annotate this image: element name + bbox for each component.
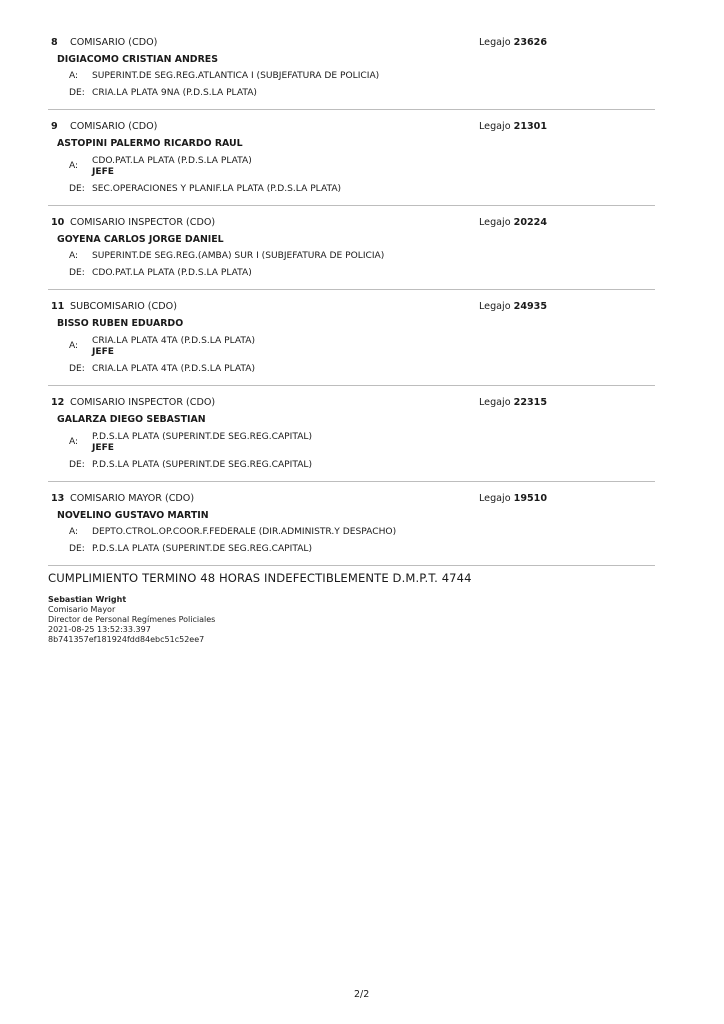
entry-person-name: DIGIACOMO CRISTIAN ANDRES [57, 54, 218, 65]
origin-unit: SEC.OPERACIONES Y PLANIF.LA PLATA (P.D.S.LA PLATA) [92, 184, 342, 194]
origin-unit: CRIA.LA PLATA 9NA (P.D.S.LA PLATA) [92, 88, 257, 98]
entry-number: 12 [51, 397, 65, 408]
origin-unit: CDO.PAT.LA PLATA (P.D.S.LA PLATA) [92, 268, 252, 278]
destination-role: JEFE [92, 166, 115, 177]
destination-unit: P.D.S.LA PLATA (SUPERINT.DE SEG.REG.CAPITAL) [92, 431, 313, 442]
entry-rank: COMISARIO MAYOR (CDO) [70, 493, 195, 504]
origin-unit: CRIA.LA PLATA 4TA (P.D.S.LA PLATA) [92, 364, 256, 374]
destination-row [48, 332, 655, 361]
movement-entry [48, 490, 655, 566]
destination-row [48, 248, 655, 265]
origin-row [48, 541, 655, 558]
legajo-label: Legajo [479, 301, 511, 312]
legajo-number: 22315 [513, 397, 548, 408]
entry-legajo [479, 490, 547, 507]
movement-entry [48, 34, 655, 110]
entry-header [48, 214, 655, 231]
signer-position: Director de Personal Regímenes Policiales [48, 615, 216, 624]
entry-person-name: NOVELINO GUSTAVO MARTIN [57, 510, 209, 521]
entry-person-name: GALARZA DIEGO SEBASTIAN [57, 414, 206, 425]
origin-label: DE: [69, 184, 85, 194]
destination-text [92, 527, 396, 538]
destination-label: A: [69, 437, 79, 447]
entry-legajo [479, 298, 547, 315]
entry-header [48, 34, 655, 51]
origin-label: DE: [69, 88, 85, 98]
destination-unit: CRIA.LA PLATA 4TA (P.D.S.LA PLATA) [92, 335, 256, 346]
entry-legajo [479, 34, 547, 51]
entry-number: 13 [51, 493, 65, 504]
destination-label: A: [69, 71, 79, 81]
origin-row [48, 361, 655, 378]
destination-text [92, 71, 379, 82]
origin-row [48, 181, 655, 198]
movement-entry [48, 118, 655, 206]
origin-unit: P.D.S.LA PLATA (SUPERINT.DE SEG.REG.CAPITAL) [92, 544, 313, 554]
legajo-label: Legajo [479, 493, 511, 504]
destination-text [92, 251, 384, 262]
entry-number: 10 [51, 217, 65, 228]
compliance-notice: CUMPLIMIENTO TERMINO 48 HORAS INDEFECTIBLEMENTE D.M.P.T. 4744 [48, 571, 472, 585]
entry-number: 8 [51, 37, 58, 48]
legajo-number: 24935 [513, 301, 548, 312]
origin-label: DE: [69, 268, 85, 278]
entry-header [48, 490, 655, 507]
entry-person-name: GOYENA CARLOS JORGE DANIEL [57, 234, 224, 245]
legajo-label: Legajo [479, 217, 511, 228]
entry-rank: SUBCOMISARIO (CDO) [70, 301, 177, 312]
destination-row [48, 152, 655, 181]
destination-row [48, 524, 655, 541]
destination-label: A: [69, 161, 79, 171]
legajo-number: 20224 [513, 217, 548, 228]
destination-row [48, 428, 655, 457]
destination-text [92, 336, 255, 358]
signer-name: Sebastian Wright [48, 595, 127, 604]
entry-rank: COMISARIO INSPECTOR (CDO) [70, 217, 216, 228]
entry-rank: COMISARIO (CDO) [70, 37, 158, 48]
origin-unit: P.D.S.LA PLATA (SUPERINT.DE SEG.REG.CAPITAL) [92, 460, 313, 470]
entry-header [48, 394, 655, 411]
entry-header [48, 118, 655, 135]
origin-row [48, 457, 655, 474]
movement-entry [48, 394, 655, 482]
entry-number: 9 [51, 121, 58, 132]
entry-number: 11 [51, 301, 65, 312]
entry-legajo [479, 118, 547, 135]
destination-label: A: [69, 527, 79, 537]
destination-text [92, 156, 252, 178]
destination-role: JEFE [92, 346, 115, 357]
legajo-label: Legajo [479, 37, 511, 48]
destination-row [48, 68, 655, 85]
destination-unit: DEPTO.CTROL.OP.COOR.F.FEDERALE (DIR.ADMINISTR.Y DESPACHO) [92, 527, 397, 537]
legajo-number: 23626 [513, 37, 548, 48]
legajo-number: 19510 [513, 493, 548, 504]
legajo-label: Legajo [479, 121, 511, 132]
destination-label: A: [69, 251, 79, 261]
legajo-label: Legajo [479, 397, 511, 408]
signature-timestamp: 2021-08-25 13:52:33.397 [48, 625, 151, 634]
destination-unit: CDO.PAT.LA PLATA (P.D.S.LA PLATA) [92, 155, 252, 166]
signer-rank: Comisario Mayor [48, 605, 116, 614]
origin-label: DE: [69, 460, 85, 470]
destination-unit: SUPERINT.DE SEG.REG.(AMBA) SUR I (SUBJEFATURA DE POLICIA) [92, 251, 385, 261]
entry-legajo [479, 214, 547, 231]
origin-row [48, 265, 655, 282]
entry-rank: COMISARIO (CDO) [70, 121, 158, 132]
destination-text [92, 432, 312, 454]
entry-person-name: ASTOPINI PALERMO RICARDO RAUL [57, 138, 243, 149]
signature-hash: 8b741357ef181924fdd84ebc51c52ee7 [48, 635, 205, 644]
origin-label: DE: [69, 364, 85, 374]
entry-person-name: BISSO RUBEN EDUARDO [57, 318, 184, 329]
origin-row [48, 85, 655, 102]
movement-entry [48, 214, 655, 290]
movement-entry [48, 298, 655, 386]
destination-unit: SUPERINT.DE SEG.REG.ATLANTICA I (SUBJEFATURA DE POLICIA) [92, 71, 380, 81]
origin-label: DE: [69, 544, 85, 554]
legajo-number: 21301 [513, 121, 548, 132]
destination-label: A: [69, 341, 79, 351]
destination-role: JEFE [92, 442, 115, 453]
page-number: 2/2 [354, 989, 370, 1000]
entry-rank: COMISARIO INSPECTOR (CDO) [70, 397, 216, 408]
entry-legajo [479, 394, 547, 411]
signature-block [48, 595, 215, 645]
movements-list [48, 34, 655, 574]
entry-header [48, 298, 655, 315]
